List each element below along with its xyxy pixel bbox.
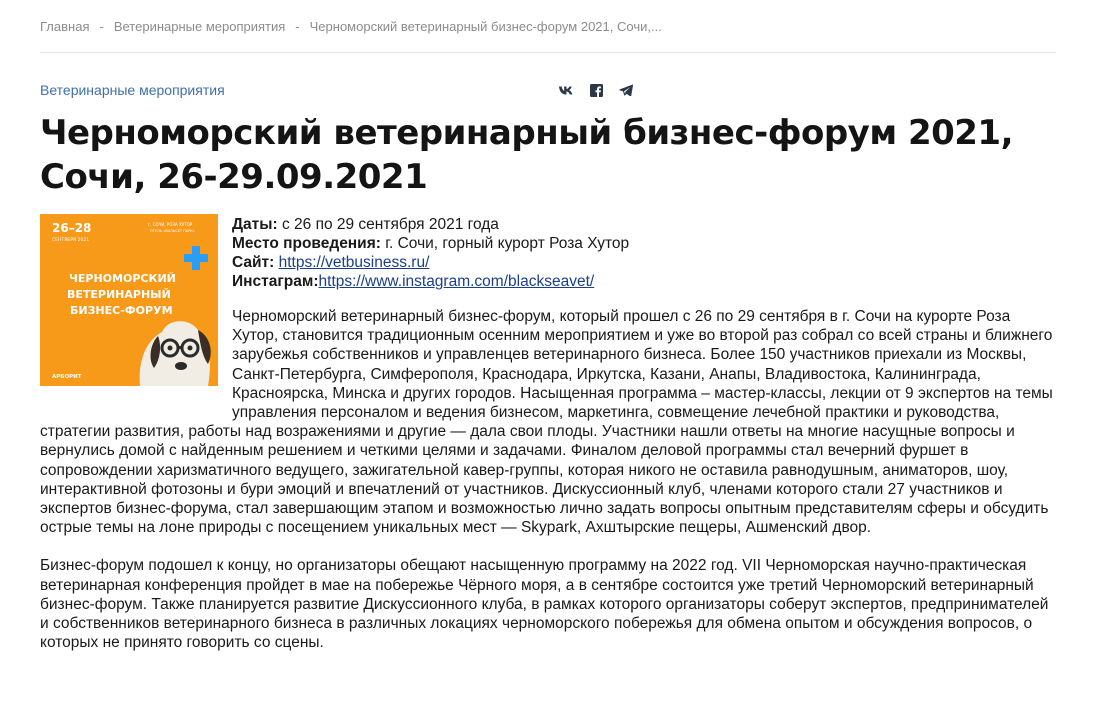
site-row [232, 253, 629, 272]
poster-month: СЕНТЯБРЯ 2021 [52, 238, 90, 243]
facebook-icon[interactable] [588, 82, 604, 98]
breadcrumb-vet-events[interactable]: Ветеринарные мероприятия [113, 19, 286, 34]
dates-row [232, 215, 629, 234]
dates-label: Даты: [232, 216, 278, 233]
instagram-link[interactable]: https://www.instagram.com/blackseavet/ [318, 273, 595, 290]
breadcrumb-current: Черноморский ветеринарный бизнес-форум 2021, Сочи,... [309, 19, 662, 34]
place-label: Место проведения: [232, 235, 381, 252]
poster-heading-3: БИЗНЕС-ФОРУМ [70, 304, 173, 317]
telegram-icon[interactable] [618, 82, 634, 98]
instagram-row [232, 272, 629, 291]
event-details [232, 215, 629, 291]
breadcrumb-home[interactable]: Главная [40, 19, 90, 34]
dates-value: с 26 по 29 сентября 2021 года [277, 216, 499, 233]
site-label: Сайт: [232, 254, 275, 271]
instagram-label: Инстаграм: [232, 273, 319, 290]
header-divider [40, 52, 1056, 53]
poster-spacer [40, 307, 232, 409]
page-title: Черноморский ветеринарный бизнес-форум 2021, Сочи, 26-29.09.2021 [40, 113, 1013, 197]
place-row [232, 234, 629, 253]
article-paragraph: Черноморский ветеринарный бизнес-форум, который прошел с 26 по 29 сентября в г. Сочи на курорте Роза Хутор, становится традиционным осенним мероприятием и уже во второй раз собрал со всей страны и ближнего зарубежья собственников и управленцев ветеринарного бизнеса. Более 150 участников приехали из Москвы, Санкт-Петербурга, Симферополя, Краснодара, Иркутска, Казани, Анапы, Владивостока, Калининграда, Красноярска, Минска и других городов. Насыщенная программа – мастер-классы, лекции от 9 экспертов на темы управления персоналом и ведения бизнесом, маркетинга, совмещение лечебной практики и руководства, стратегии развития, работы над возражениями и другие — дала свои плоды. Участники нашли ответы на многие насущные вопросы и вернулись домой с найденным решением и четкими целями и задачами. Финалом деловой программы стал вечерний фуршет в сопровождении харизматичного ведущего, зажигательной кавер-группы, которая никого не оставила равнодушным, аниматоров, шоу, интерактивной фотозоны и бури эмоций и впечатлений от участников. Дискуссионный клуб, членами которого стали 27 участников и экспертов бизнес-форума, стал завершающим этапом и возможностью лично задать вопросы опытным представителям сферы и обсудить острые темы на лоне природы с посещением уникальных мест — Skypark, Ахштырские пещеры, Ашменский двор. [40, 308, 1053, 537]
breadcrumb-separator: - [295, 19, 300, 34]
poster-heading-2: ВЕТЕРИНАРНЫЙ [67, 288, 171, 301]
poster-brand: АРБОРИТ [52, 374, 82, 380]
poster-dates: 26–28 [52, 221, 92, 235]
poster-place: г. СОЧИ, РОЗА ХУТОР [148, 222, 193, 227]
share-bar [558, 82, 634, 98]
breadcrumb-separator: - [99, 19, 104, 34]
poster-heading-1: ЧЕРНОМОРСКИЙ [69, 272, 176, 285]
poster-place-2: ОТЕЛЬ «ВАЛЬСЕТ ПАРК» [150, 229, 195, 233]
category-link[interactable]: Ветеринарные мероприятия [40, 82, 225, 98]
breadcrumb [40, 19, 662, 34]
site-link[interactable]: https://vetbusiness.ru/ [278, 254, 430, 271]
vk-icon[interactable] [558, 82, 574, 98]
article-paragraph: Бизнес-форум подошел к концу, но организаторы обещают насыщенную программу на 2022 год. VII Черноморская научно-практическая ветеринарная конференция пройдет в мае на побережье Чёрного моря, а в сентябре состоится уже третий Черноморский ветеринарный бизнес-форум. Также планируется развитие Дискуссионного клуба, в рамках которого организаторы соберут экспертов, предпринимателей и собственников ветеринарного бизнеса в различных локациях черноморского побережья для обмена опытом и обсуждения вопросов, о которых не принято говорить со сцены. [40, 557, 1049, 652]
article-body [40, 307, 1060, 671]
place-value: г. Сочи, горный курорт Роза Хутор [380, 235, 630, 252]
